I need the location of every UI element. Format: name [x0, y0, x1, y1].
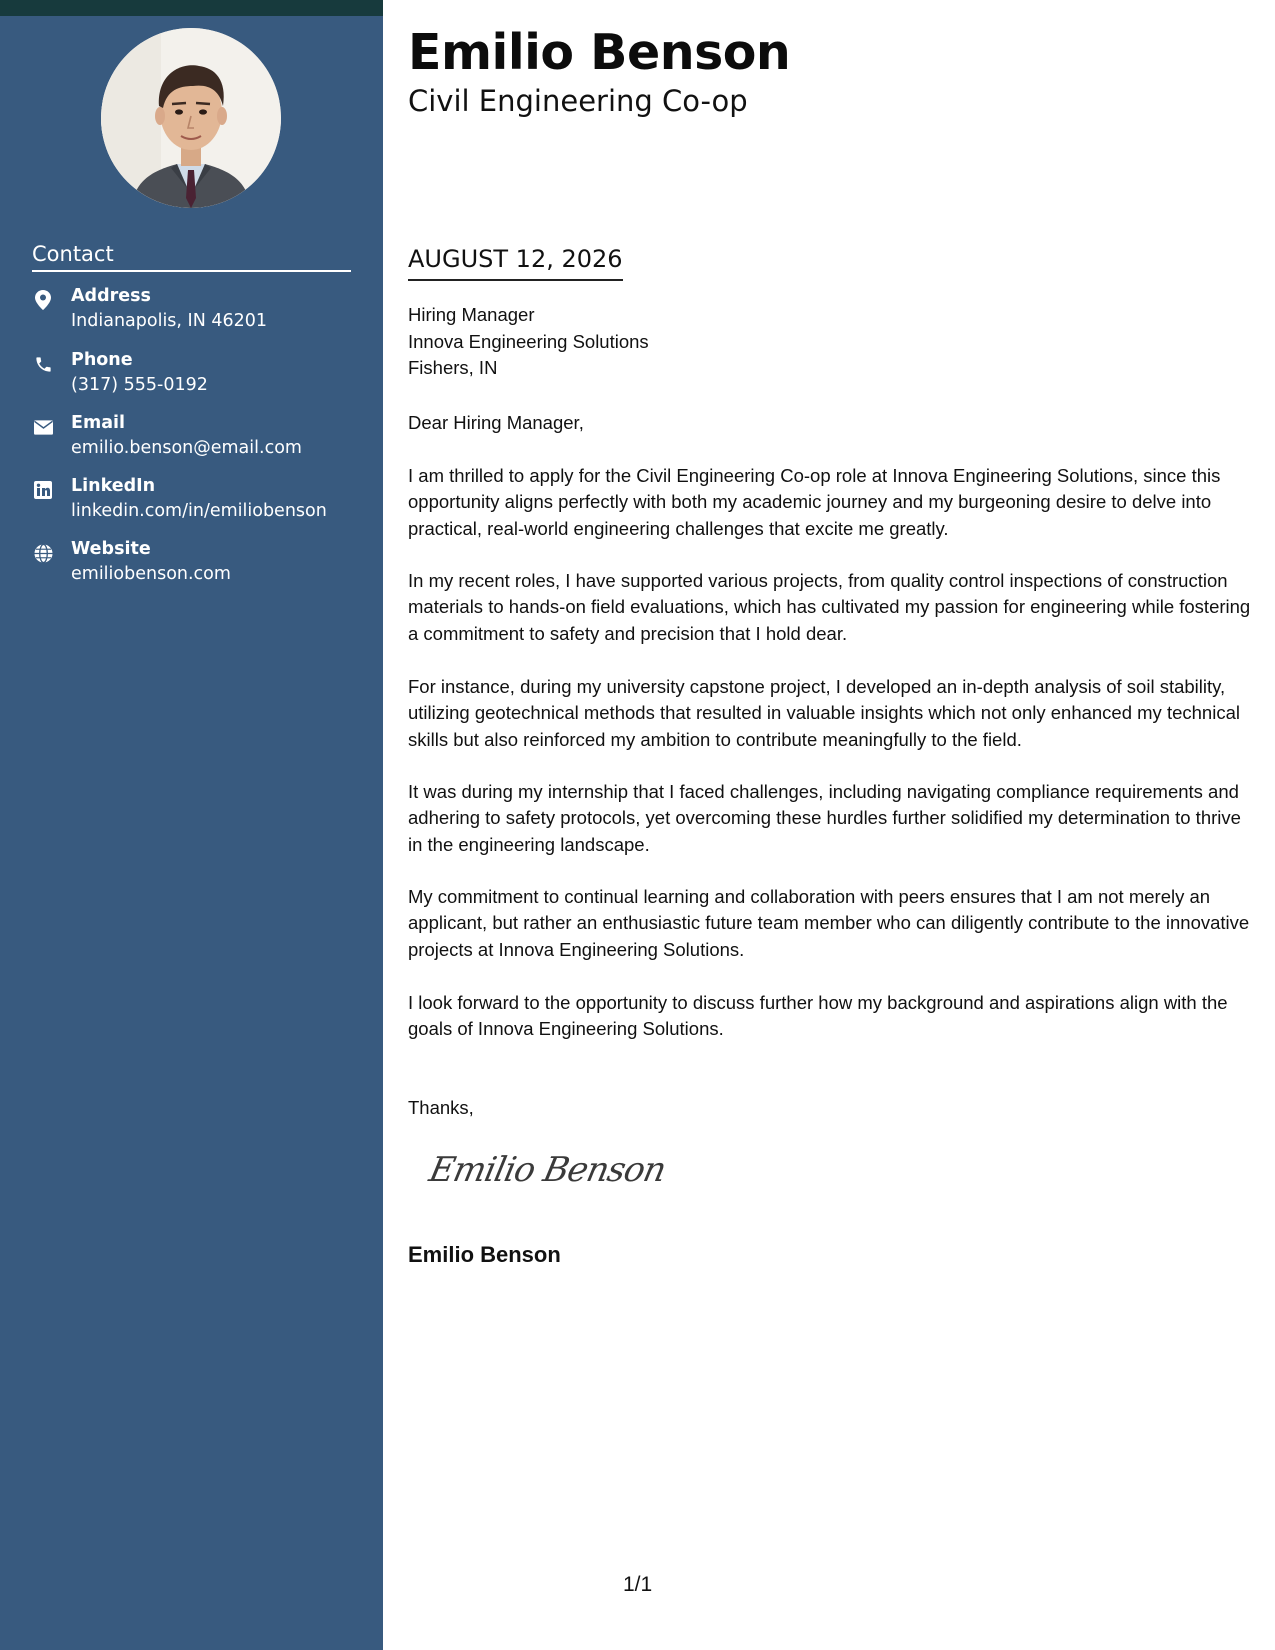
linkedin-value[interactable]: linkedin.com/in/emiliobenson [71, 501, 327, 521]
phone-value: (317) 555-0192 [71, 375, 208, 395]
letter-paragraph: My commitment to continual learning and collaboration with peers ensures that I am not merely an applicant, but rather an enthusiastic future team member who can diligently contribute to the innovative projects at Innova Engineering Solutions. [408, 886, 1250, 960]
contact-item-address [32, 284, 362, 336]
letter-paragraph: I look forward to the opportunity to discuss further how my background and aspirations align with the goals of Innova Engineering Solutions. [408, 992, 1228, 1040]
job-title: Civil Engineering Co-op [408, 84, 748, 118]
sidebar [0, 0, 383, 1650]
sidebar-top-bar [0, 0, 383, 16]
contact-item-linkedin [32, 474, 362, 526]
closing: Thanks, [408, 1097, 474, 1118]
recipient-block [408, 302, 649, 382]
contact-item-website [32, 537, 362, 589]
linkedin-icon [32, 479, 54, 501]
page-number: 1/1 [623, 1573, 653, 1596]
phone-label: Phone [71, 350, 133, 370]
envelope-icon [32, 416, 54, 438]
contact-item-phone [32, 348, 362, 400]
recipient-line: Fishers, IN [408, 357, 498, 378]
recipient-line: Innova Engineering Solutions [408, 330, 649, 352]
recipient-line: Hiring Manager [408, 304, 535, 325]
contact-item-email [32, 411, 362, 463]
linkedin-label: LinkedIn [71, 476, 156, 496]
map-pin-icon [32, 289, 54, 311]
email-value: emilio.benson@email.com [71, 438, 302, 458]
applicant-name: Emilio Benson [408, 24, 791, 81]
address-label: Address [71, 286, 151, 306]
website-value[interactable]: emiliobenson.com [71, 564, 231, 584]
letter-paragraph: In my recent roles, I have supported various projects, from quality control inspections of construction materials to hands-on field evaluations, which has cultivated my passion for engineering while fostering a commitment to safety and precision that I hold dear. [408, 570, 1251, 644]
email-label: Email [71, 413, 125, 433]
letter-date: AUGUST 12, 2026 [408, 243, 623, 281]
profile-photo-icon [101, 28, 281, 208]
avatar [101, 28, 281, 208]
letter-paragraph: I am thrilled to apply for the Civil Engineering Co-op role at Innova Engineering Solutions, since this opportunity aligns perfectly with both my academic journey and my burgeoning desire to delve into practical, real-world engineering challenges that excite me greatly. [408, 465, 1221, 539]
phone-icon [32, 353, 54, 375]
letter-paragraph: It was during my internship that I faced challenges, including navigating compliance requirements and adhering to safety protocols, yet overcoming these hurdles further solidified my determination to thrive in the engineering landscape. [408, 781, 1241, 855]
signature: Emilio Benson [425, 1150, 670, 1190]
salutation: Dear Hiring Manager, [408, 412, 584, 433]
website-label: Website [71, 539, 151, 559]
signer-name: Emilio Benson [408, 1242, 561, 1267]
letter-paragraph: For instance, during my university capstone project, I developed an in-depth analysis of soil stability, utilizing geotechnical methods that resulted in valuable insights which not only enhanced my technical skills but also reinforced my ambition to contribute meaningfully to the field. [408, 676, 1240, 750]
globe-icon [32, 542, 54, 564]
address-value: Indianapolis, IN 46201 [71, 311, 268, 331]
contact-heading: Contact [32, 240, 351, 272]
letter-body [408, 0, 1253, 1650]
